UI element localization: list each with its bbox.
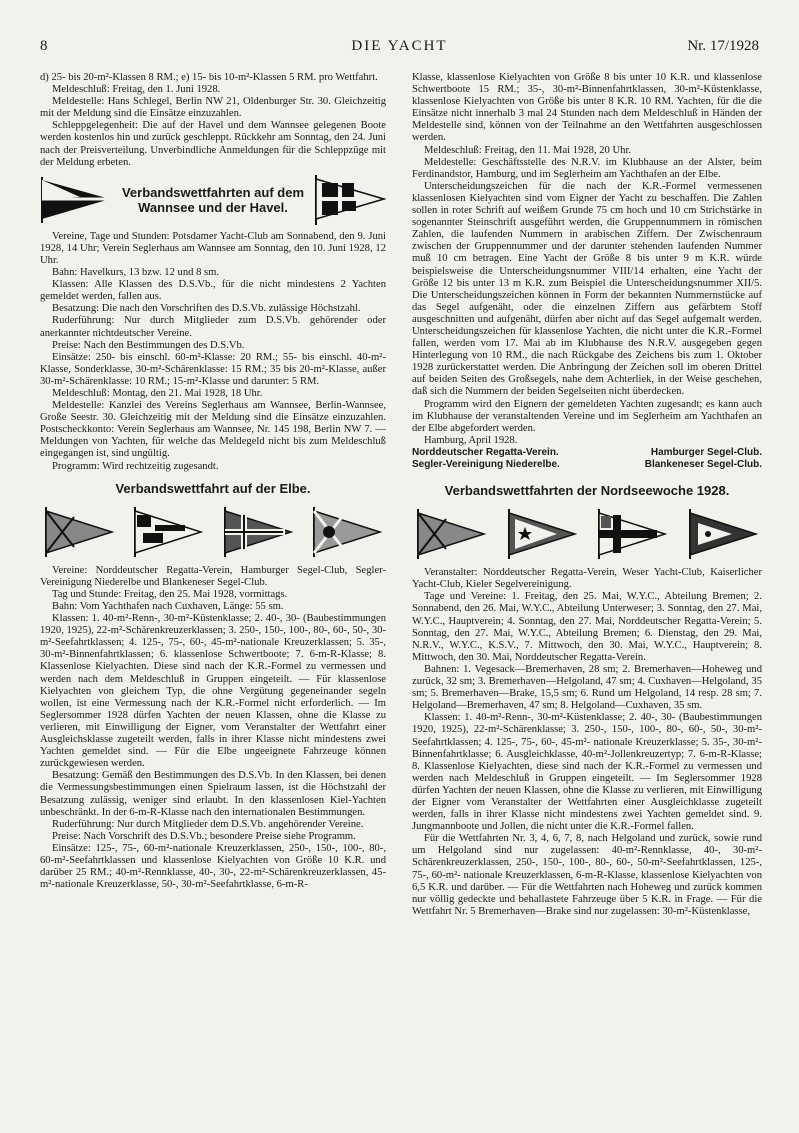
kieler-segelvereinigung-flag-icon	[688, 509, 758, 559]
paragraph: Unterscheidungszeichen für die nach der K.R.-Formel vermessenen klassenlosen Kielyachten sind vom Eigner der Yacht zu beschaffen. Die Zahlen sollen in roter Schrift auf weißem Grunde 75 cm hoch und 10 cm Strichstärke in sogenannter Steinschrift ausgeführt werden, die Gruppennummern in römischen Zahlen, die laufenden Nummern in arabischen Ziffern. Der Zwischenraum zwischen der Gruppennummer und der darunter stehenden laufenden Nummer muß 10 cm betragen. Eine Yacht der Größe 8 bis unter 9 m K.R. würde beispielsweise die Unterscheidungsnummer VIII/14 erhalten, eine Yacht der Größe 12 bis unter 13 m K.R. zum Beispiel die Unterscheidungsnummer XII/5. Die Unterscheidungszeichen können in Form der bekannten Nummernstücke auf das Segel aufgenäht, oder die einzelnen Ziffern aus gefärbtem Stoff ausgeschnitten und aufgenäht, dürfen aber nicht auf das Segel aufgemalt werden. Unterscheidungszeichen für klassenlose Yachten, die nicht unter die K.R.-Formel fallen, werden vom 17. Mai ab im Klubhause des N.R.V. ausgegeben gegen Hinterlegung von 10 RM., die nach Rückgabe des Zeichens bis zum 1. Oktober 1928 zurückerstattet werden. Die Anbringung der Zeichen soll im oberen Drittel auf beiden Seiten des Großsegels, nahe dem Achterliek, in der Weise geschehen, daß sich die Nummern der beiden Segelseiten nicht überdecken.	[412, 180, 762, 398]
paragraph: Meldeschluß: Freitag, den 1. Juni 1928.	[52, 84, 221, 96]
paragraph: d) 25- bis 20-m²-Klassen 8 RM.; e) 15- bis 10-m²-Klassen 5 RM. pro Wettfahrt.	[40, 72, 378, 83]
elbe-flag-row	[44, 507, 382, 557]
paragraph: Meldestelle: Kanzlei des Vereins Seglerhaus am Wannsee, Berlin-Wannsee, Große Seestr. 30. Gleichzeitig mit der Meldung sind die Einsätze einzuzahlen. Postscheckkonto: Verein Seglerhaus am Wannsee, Nr. 145 198, Berlin NW 7. — Meldungen von Yachten, für welche das Meldegeld nicht bis zum Meldeschluß eingegangen ist, sind ungültig.	[40, 400, 386, 460]
issue-number: Nr. 17/1928	[687, 38, 759, 54]
paragraph: Klassen: Alle Klassen des D.S.Vb., für die nicht mindestens 2 Yachten gemeldet werden, fallen aus.	[40, 279, 386, 303]
paragraph: Einsätze: 250- bis einschl. 60-m²-Klasse: 20 RM.; 55- bis einschl. 40-m²-Klasse, Sonderklasse, 30-m²-Schärenklasse: 15 RM.; 35 bis 20-m²-Klasse, außer 30-m²-Schärenklasse: 10 RM.; 15-m²-Klasse und darunter: 5 RM.	[40, 351, 386, 387]
signature-nrv: Norddeutscher Regatta-Verein.	[412, 446, 559, 458]
left-column	[40, 72, 386, 891]
wannsee-heading	[40, 175, 386, 225]
paragraph: Tag und Stunde: Freitag, den 25. Mai 1928, vormittags.	[52, 588, 288, 600]
paragraph: Meldestelle: Geschäftsstelle des N.R.V. im Klubhause an der Alster, beim Ferdinandstor, Hamburg, und im Seglerheim am Yachthafen an der Elbe.	[412, 156, 762, 180]
paragraph: Klassen: 1. 40-m²-Renn-, 30-m²-Küstenklasse; 2. 40-, 30- (Baubestimmungen 1920, 1925), 22-m²-Schärenkreuzerklassen; 3. 250-, 150-, 100-, 80-, 60-, 50-, 30-m²-Seefahrtklassen; 4. 125-, 75-, 60-, 45-m²-nationale Kreuzerklassen; 5. 35-, 30-m²-Binnenfahrtklassen; 6. klassenlose Schwertboote; 7. 6-m-R-Klasse; 8. Klassenlose Kielyachten. Diese sind nach der K.R.-Formel zu vermessen und werden nach dem Meldeschluß in Gruppen eingeteilt. — Für klassenlose Kielyachten von gleichem Typ, die ohne Vergütung gegeneinander segeln wollen, ist eine Vermessung nach der K.R.-Formel nicht erforderlich. — Im Seglersommer 1928 dürfen Yachten der neuen Klassen, ohne die Klasse zu verlieren, mit Einwilligung der Eigner, vom Veranstalter der Wettfahrt einer Ausgleichsklasse zugeteilt werden, falls in ihrer Klasse nicht mindestens zwei Yachten gemeldet sind. — Für die Elbe ungeeignete Fahrzeuge können zurückgewiesen werden.	[40, 613, 386, 770]
page-number: 8	[40, 38, 48, 54]
kaiserlicher-yacht-club-flag-icon	[597, 509, 667, 559]
elbe-title: Verbandswettfahrt auf der Elbe.	[115, 480, 311, 496]
paragraph: Vereine: Norddeutscher Regatta-Verein, Hamburger Segel-Club, Segler-Vereinigung Niederelbe und Blankeneser Segel-Club.	[40, 564, 386, 588]
paragraph: Für die Wettfahrten Nr. 3, 4, 6, 7, 8, nach Helgoland und zurück, sowie rund um Helgoland sind nur zugelassen: 40-m²-Rennklasse, 40-, 30-m²-Schärenkreuzerklassen, 250-, 150-, 100-, 80-, 60-, 50-m²-Seefahrtklassen, 125-, 75-, 60-m²- nationale Kreuzerklassen, 6-m-R-Klasse, klassenlose Kielyachten von 6,5 K.R. und darüber. — Für die Wettfahrten nach Hoheweg und zurück kommen nur völlig gedeckte und behallastete Fahrzeuge über 5 K.R. in Frage. — Für die Wettfahrt Nr. 5 Bremerhaven—Brake sind nur zugelassen: 30-m²-Küstenklasse,	[412, 833, 762, 917]
blankeneser-segel-club-flag-icon	[312, 507, 382, 557]
segler-vereinigung-niederelbe-flag-icon	[223, 507, 293, 557]
paragraph: Programm: Wird rechtzeitig zugesandt.	[52, 460, 219, 472]
paragraph: Preise: Nach Vorschrift des D.S.Vb.; besondere Preise siehe Programm.	[52, 830, 356, 842]
wannsee-title: Verbandswettfahrten auf dem Wannsee und der Havel.	[121, 184, 305, 215]
nordsee-flag-row	[416, 509, 758, 559]
paragraph: Bahnen: 1. Vegesack—Bremerhaven, 28 sm; 2. Bremerhaven—Hoheweg und zurück, 32 sm; 3. Bremerhaven—Helgoland, 47 sm; 4. Cuxhaven—Helgoland, 35 sm; 5. Bremerhaven—Brake, 15,5 sm; 6. Rund um Helgoland, 14 resp. 28 sm; 7. Helgoland—Bremerhaven, 47 sm; 8. Helgoland—Cuxhaven, 35 sm.	[412, 663, 762, 712]
paragraph: Bahn: Havelkurs, 13 bzw. 12 und 8 sm.	[52, 267, 220, 279]
signature-bsc: Blankeneser Segel-Club.	[644, 459, 762, 470]
cross-pennant-icon	[314, 175, 386, 225]
place-date: Hamburg, April 1928.	[424, 434, 518, 446]
weser-yacht-club-flag-icon	[507, 509, 577, 559]
signature-svn: Segler-Vereinigung Niederelbe.	[412, 459, 560, 470]
paragraph: Meldestelle: Hans Schlegel, Berlin NW 21, Oldenburger Str. 30. Gleichzeitig mit der Meldung sind die Einsätze einzuzahlen.	[40, 96, 386, 120]
right-column	[412, 72, 762, 918]
signature-hsc: Hamburger Segel-Club.	[650, 446, 762, 458]
paragraph: Meldeschluß: Freitag, den 11. Mai 1928, 20 Uhr.	[424, 144, 632, 156]
paragraph: Programm wird den Eignern der gemeldeten Yachten zugesandt; es kann auch im Klubhause der veranstaltenden Vereine und im Seglerheim am Yachthafen an der Elbe abgefordert werden.	[412, 398, 762, 434]
page-header	[40, 38, 759, 62]
magazine-title: DIE YACHT	[351, 38, 448, 54]
paragraph: Meldeschluß: Montag, den 21. Mai 1928, 18 Uhr.	[52, 387, 263, 399]
norddeutscher-regatta-verein-flag-icon	[416, 509, 486, 559]
paragraph: Preise: Nach den Bestimmungen des D.S.Vb.	[52, 339, 245, 351]
signature-row-2	[412, 459, 762, 471]
paragraph: Einsätze: 125-, 75-, 60-m²-nationale Kreuzerklassen, 250-, 150-, 100-, 80-, 60-m²-Seefahrtklassen und klassenlose Kielyachten von Größe 10 K.R. und darüber 25 RM.; 40-m²-Rennklasse, 40-, 30-, 22-m²-Schärenkreuzerklassen, 45-m²-nationale Kreuzerklasse, 50-, 30-m²-Seefahrtklasse, 6-m-R-	[40, 842, 386, 891]
paragraph: Schleppgelegenheit: Die auf der Havel und dem Wannsee gelegenen Boote werden kostenlos hin und zurück geschleppt. Rückkehr am Sonntag, den 24. Juni nach der Preisverteilung. Unverbindliche Anmeldungen für die Schleppzüge mit der Meldung erbeten.	[40, 120, 386, 168]
pennant-flag-icon	[40, 177, 112, 223]
paragraph: Veranstalter: Norddeutscher Regatta-Verein, Weser Yacht-Club, Kaiserlicher Yacht-Club, Kieler Segelvereinigung.	[412, 567, 762, 591]
paragraph: Klassen: 1. 40-m²-Renn-, 30-m²-Küstenklasse; 2. 40-, 30- (Baubestimmungen 1920, 1925), 22-m²-Schärenklasse; 3. 250-, 150-, 100-, 80-, 60-, 50-, 30-m²-Seefahrtklassen; 4. 125-, 75-, 60-, 45-m²- nationale Kreuzerklasse; 5. 35-, 30-m²-Binnenfahrtklasse; 6. Ausgleichklasse, 40-m²-Jollenkreuzertyp; 7. 6-m-R-Klasse; 8. Klassenlose Kielyachten, diese sind nach der K.R.-Formel zu vermessen und werden nach Meldeschluß in Gruppen eingeteilt. — Im Seglersommer 1928 dürfen Yachten der neuen Klassen, ohne die Klasse zu verlieren, mit Einwilligung der Eigner vom Veranstalter der Wettfahrten einer Ausgleichklasse zugeteilt werden, falls in ihrer Klasse nicht mindestens zwei Yachten gemeldet sind. 9. Jungmannboote und Jollen, die nicht unter die K.R.-Formel fallen.	[412, 712, 762, 833]
paragraph: Vereine, Tage und Stunden: Potsdamer Yacht-Club am Sonnabend, den 9. Juni 1928, 14 Uhr; Verein Seglerhaus am Wannsee am Sonntag, den 10. Juni 1928, 12 Uhr.	[40, 230, 386, 266]
paragraph: Ruderführung: Nur durch Mitglieder dem D.S.Vb. angehörender Vereine.	[52, 818, 364, 830]
paragraph: Besatzung: Die nach den Vorschriften des D.S.Vb. zulässige Höchstzahl.	[52, 303, 361, 315]
paragraph: Besatzung: Gemäß den Bestimmungen des D.S.Vb. In den Klassen, bei denen die Vermessungsbestimmungen einen Spielraum lassen, ist die Höchstzahl der Besatzung zulässig, weniger sind erlaubt. In den klassenlosen Kiel-Yachten unbeschränkt. In der 6-m-R-Klasse nach den internationalen Bestimmungen.	[40, 770, 386, 818]
norddeutscher-regatta-verein-flag-icon	[44, 507, 114, 557]
hamburger-segel-club-flag-icon	[133, 507, 203, 557]
paragraph: Bahn: Vom Yachthafen nach Cuxhaven, Länge: 55 sm.	[52, 601, 284, 612]
nordsee-title: Verbandswettfahrten der Nordseewoche 1928.	[444, 483, 730, 499]
signature-row-1	[412, 447, 762, 459]
paragraph: Tage und Vereine: 1. Freitag, den 25. Mai, W.Y.C., Abteilung Bremen; 2. Sonnabend, den 26. Mai, W.Y.C., Abteilung Unterweser; 3. Sonntag, den 27. Mai, W.Y.C., Hauptverein; 4. Sonntag, den 27. Mai, Norddeutscher Regatta-Verein; 5. Sonntag, den 27. Mai, W.Y.C., Abteilung Bremen; 6. Dienstag, den 29. Mai, N.R.V., W.Y.C., K.S.V., 7. Mittwoch, den 30. Mai, W.Y.C., Hauptverein; 8. Mittwoch, den 30. Mai, Norddeutscher Regatta-Verein.	[412, 591, 762, 663]
paragraph: Ruderführung: Nur durch Mitglieder zum D.S.Vb. gehörender oder anerkannter nichtdeutscher Vereine.	[40, 315, 386, 339]
paragraph: Klasse, klassenlose Kielyachten von Größe 8 bis unter 10 K.R. und klassenlose Schwertboote 15 RM.; 35-, 30-m²-Binnenfahrtklassen, 30-m²-Küstenklasse, klassenlose Kielyachten von Größe bis unter 8 K.R. 10 RM. Yachten, für die die Einsätze nicht innerhalb 3 mal 24 Stunden nach dem Meldeschluß in Händen der Meldestelle sind, können von der Teilnahme an den Wettfahrten ausgeschlossen werden.	[412, 72, 762, 144]
